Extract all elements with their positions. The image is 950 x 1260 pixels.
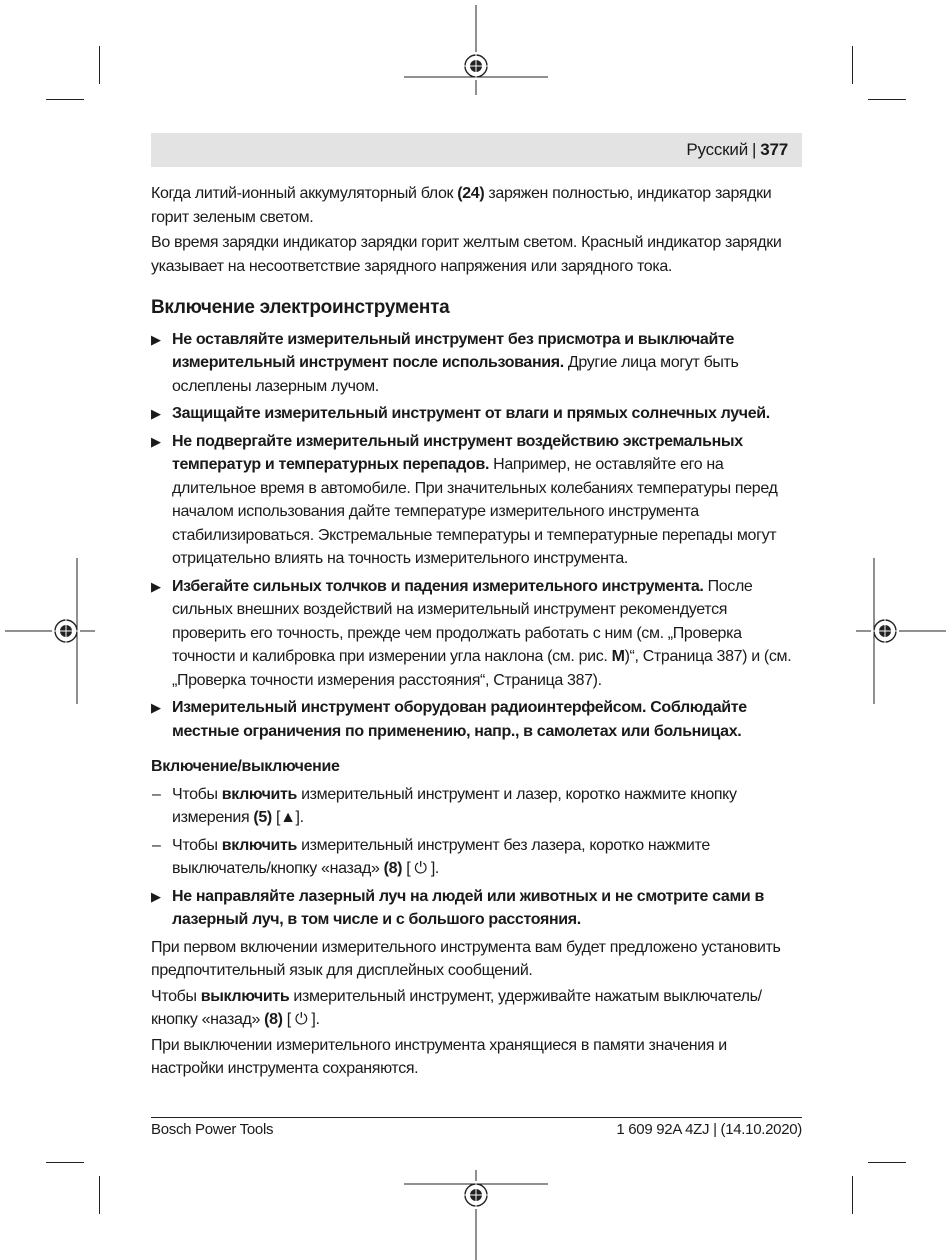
header-page-number: 377 xyxy=(760,140,788,159)
paragraph: Чтобы выключить измерительный инструмент, удерживайте нажатым выключатель/кнопку «назад» (8) [ ⏻ ]. xyxy=(151,987,762,1028)
bullet-triangle-icon: ▶ xyxy=(151,578,161,594)
registration-mark-left xyxy=(5,558,95,704)
warning-item: ▶ Избегайте сильных толчков и падения измерительного инструмента. После сильных внешних воздействий на измерительный инструмент рекомендуется проверить его точность, прежде чем продолжать работать с ним (см. „Проверка точности и калибровка при измерении угла наклона (см. рис. M)“, Страница 387) и (см. „Проверка точности измерения расстояния“, Страница 387). xyxy=(151,575,802,693)
registration-mark-right xyxy=(856,558,946,704)
warning-item: ▶ Не оставляйте измерительный инструмент без присмотра и выключайте измерительный инструмент после использования. Другие лица могут быть ослеплены лазерным лучом. xyxy=(151,328,802,399)
section-title: Включение электроинструмента xyxy=(151,297,450,318)
crop-mark xyxy=(868,99,906,100)
subsection-title: Включение/выключение xyxy=(151,758,340,775)
page xyxy=(151,133,802,1077)
page-content xyxy=(151,182,802,1083)
warning-item: ▶ Защищайте измерительный инструмент от влаги и прямых солнечных лучей. xyxy=(151,402,802,426)
step-item: – Чтобы включить измерительный инструмент без лазера, коротко нажмите выключатель/кнопку «назад» (8) [ ⏻ ]. xyxy=(151,834,802,881)
crop-mark xyxy=(868,1162,906,1163)
paragraph: При выключении измерительного инструмента хранящиеся в памяти значения и настройки инструмента сохраняются. xyxy=(151,1036,727,1077)
dash-marker: – xyxy=(152,785,161,803)
crop-mark xyxy=(99,46,100,84)
paragraph: При первом включении измерительного инструмента вам будет предложено установить предпочтительный язык для дисплейных сообщений. xyxy=(151,938,781,979)
bullet-triangle-icon: ▶ xyxy=(151,406,161,421)
step-item: – Чтобы включить измерительный инструмент и лазер, коротко нажмите кнопку измерения (5) [▲]. xyxy=(151,783,802,830)
page-footer xyxy=(151,1117,802,1138)
crop-mark xyxy=(46,1162,84,1163)
bullet-triangle-icon: ▶ xyxy=(151,331,161,347)
registration-mark-top xyxy=(400,5,552,95)
crop-mark xyxy=(852,1176,853,1214)
crop-mark xyxy=(99,1176,100,1214)
bullet-triangle-icon: ▶ xyxy=(151,700,161,715)
warning-item: ▶ Не подвергайте измерительный инструмент воздействию экстремальных температур и температурных перепадов. Например, не оставляйте его на длительное время в автомобиле. При значительных колебаниях температуры перед началом использования дайте температуре измерительного инструмента стабилизироваться. Экстремальные температуры и температурные перепады могут отрицательно влиять на точность измерительного инструмента. xyxy=(151,430,802,571)
paragraph: Во время зарядки индикатор зарядки горит желтым светом. Красный индикатор зарядки указывает на несоответствие зарядного напряжения или зарядного тока. xyxy=(151,234,782,275)
footer-doc-id: 1 609 92A 4ZJ | (14.10.2020) xyxy=(616,1121,802,1138)
warning-item: ▶ Измерительный инструмент оборудован радиоинтерфейсом. Соблюдайте местные ограничения по применению, напр., в самолетах или больницах. xyxy=(151,696,802,743)
bullet-triangle-icon: ▶ xyxy=(151,888,161,904)
registration-mark-bottom xyxy=(400,1170,552,1260)
footer-brand: Bosch Power Tools xyxy=(151,1121,274,1138)
warning-item: ▶ Не направляйте лазерный луч на людей или животных и не смотрите сами в лазерный луч, в том числе и с большого расстояния. xyxy=(151,885,802,932)
dash-marker: – xyxy=(152,836,161,854)
header-section: Русский xyxy=(686,140,749,159)
paragraph: Когда литий-ионный аккумуляторный блок (24) заряжен полностью, индикатор зарядки горит зеленым светом. xyxy=(151,185,772,226)
crop-mark xyxy=(46,99,84,100)
header-separator: | xyxy=(752,140,757,159)
bullet-triangle-icon: ▶ xyxy=(151,433,161,449)
crop-mark xyxy=(852,46,853,84)
running-header xyxy=(151,133,802,167)
